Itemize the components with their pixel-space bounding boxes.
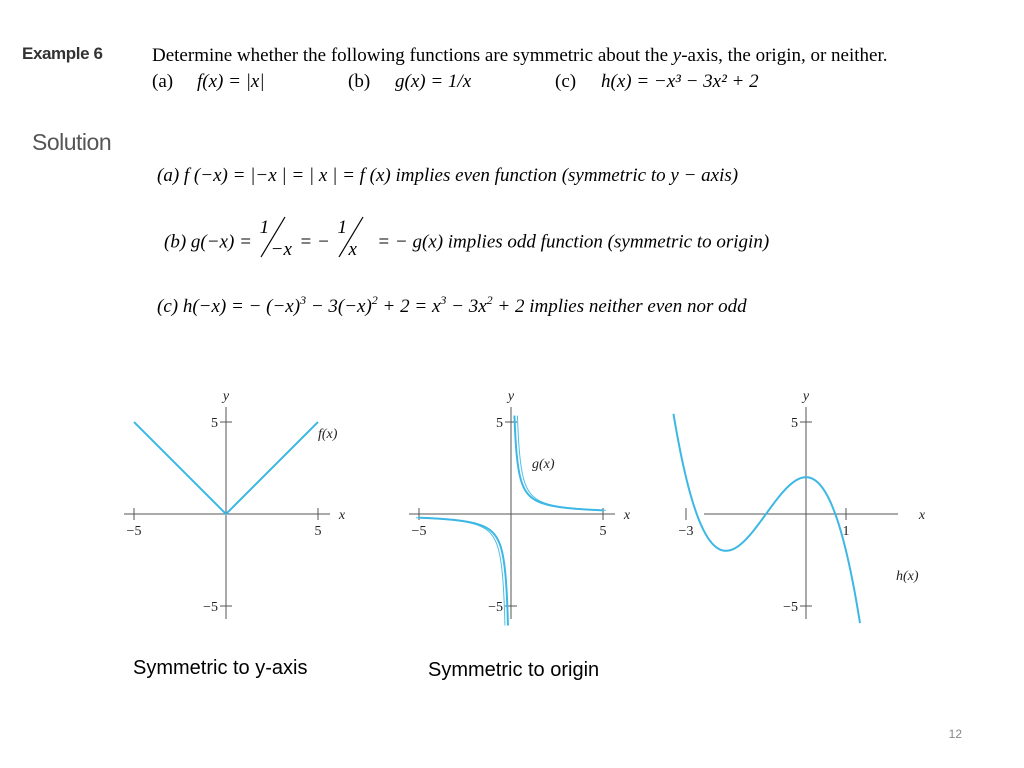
graph-cubic [678,385,940,625]
line-c-p4: − 3x [446,296,487,317]
graph-abs-x [120,385,360,625]
caption-symmetric-y-axis: Symmetric to y-axis [133,657,308,679]
curve-label: f(x) [318,427,338,442]
curve-label: h(x) [896,569,919,584]
x-axis-label: x [623,508,631,523]
caption-symmetric-origin: Symmetric to origin [428,659,600,681]
line-b-mid: = − [299,231,330,253]
x-tick-label: −5 [126,524,142,539]
fraction-one-over-neg-x [257,217,295,263]
y-axis-label: y [802,389,810,404]
y-tick-label: 5 [496,416,503,431]
x-axis-label: x [338,508,346,523]
part-b-label: (b) [348,71,371,92]
function-curve [673,414,860,623]
example-label: Example 6 [22,44,103,63]
x-tick-label: 5 [314,524,322,539]
solution-line-a: (a) f (−x) = |−x | = | x | = f (x) implies even function (symmetric to y − axis) [157,165,739,186]
line-b-tail: = − g(x) implies odd function (symmetric to origin) [377,231,770,253]
x-axis-label: x [918,508,926,523]
line-c-e3: 3 [440,293,447,307]
line-c-e1: 3 [300,293,307,307]
frac2-den: x [348,239,357,260]
part-c-expr: h(x) = −x³ − 3x² + 2 [601,71,759,92]
problem-statement [152,45,888,67]
part-a-expr: f(x) = |x| [197,71,265,92]
x-tick-label: −3 [678,524,694,539]
frac1-den: −x [270,239,292,260]
frac2-num: 1 [337,217,348,238]
y-tick-label: 5 [791,416,798,431]
problem-text-pre: Determine whether the following functions are symmetric about the [152,45,673,66]
x-tick-label: −5 [411,524,427,539]
line-c-p2: − 3(−x) [306,296,372,317]
y-axis-label: y [222,389,230,404]
y-axis-label: y [507,389,515,404]
problem-text-post: -axis, the origin, or neither. [681,45,888,66]
y-tick-label: −5 [203,600,218,615]
y-tick-label: −5 [488,600,503,615]
curve-label: g(x) [532,457,555,472]
line-c-e4: 2 [486,293,493,307]
frac1-num: 1 [259,217,270,238]
page-number: 12 [948,727,962,741]
graph-reciprocal [405,385,645,625]
solution-line-b [164,217,770,267]
x-tick-label: 1 [842,524,850,539]
line-c-e2: 2 [371,293,378,307]
solution-line-c [157,293,747,318]
problem-text-var: y [672,45,682,66]
part-c-label: (c) [555,71,577,92]
function-curve [514,416,603,511]
y-tick-label: −5 [783,600,798,615]
line-c-p1: (c) h(−x) = − (−x) [157,296,301,317]
y-tick-label: 5 [211,416,218,431]
part-a-label: (a) [152,71,174,92]
line-c-p5: + 2 implies neither even nor odd [492,296,747,317]
line-b-lead: (b) g(−x) = [164,231,252,253]
line-c-p3: + 2 = x [377,296,441,317]
part-b-expr: g(x) = 1/x [395,71,472,92]
x-tick-label: 5 [599,524,607,539]
fraction-one-over-x [335,217,373,263]
solution-heading: Solution [32,129,112,155]
